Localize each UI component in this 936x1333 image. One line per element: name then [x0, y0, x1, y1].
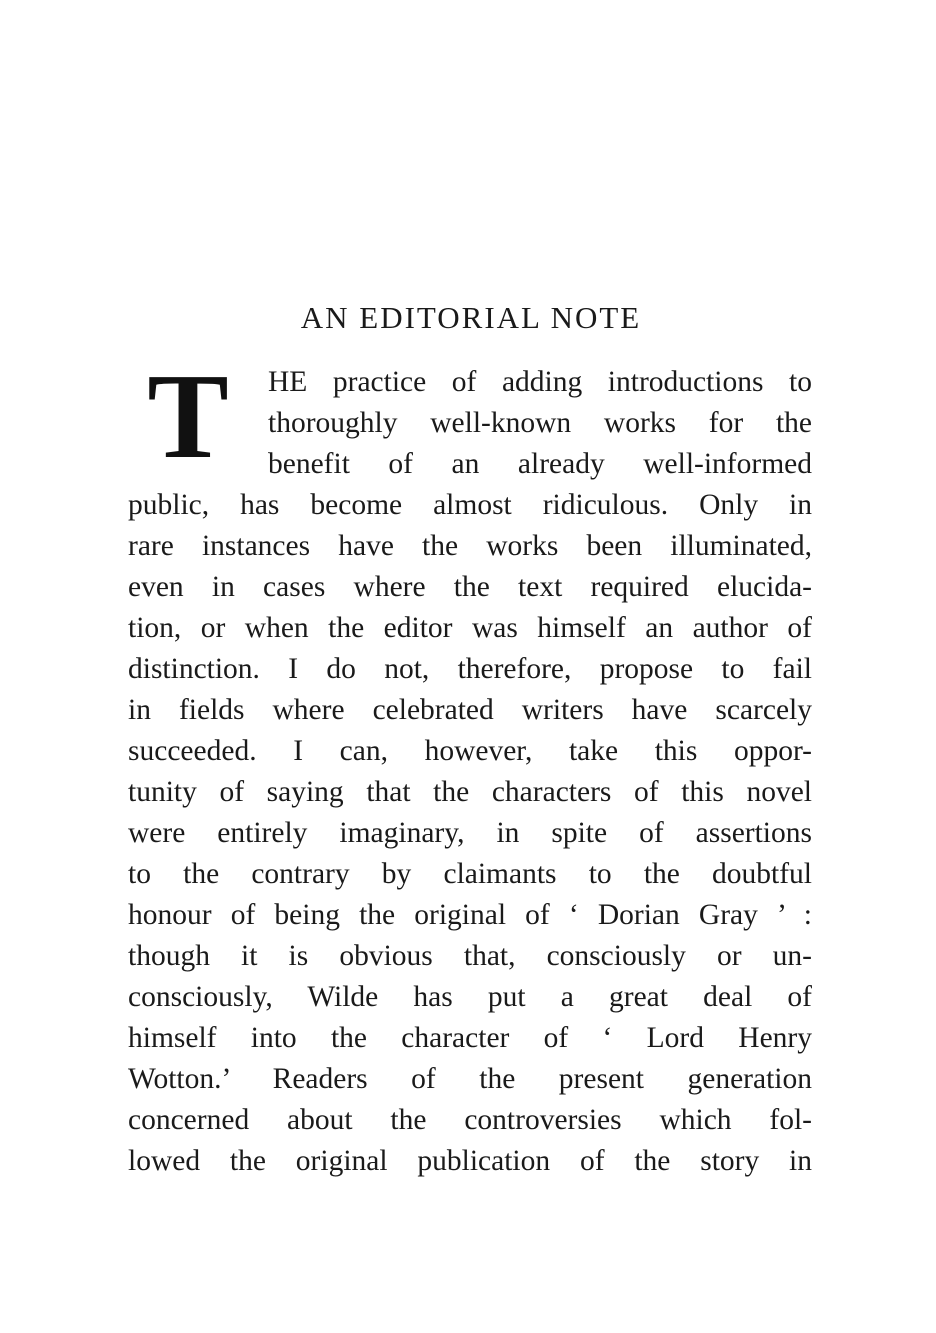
text-line: honour of being the original of ‘ Dorian Gray ’ :	[128, 899, 812, 931]
text-line: distinction. I do not, therefore, propose to fail	[128, 653, 812, 685]
text-line: succeeded. I can, however, take this oppor-	[128, 735, 812, 767]
editorial-note-body	[128, 349, 812, 1182]
text-line: to the contrary by claimants to the doubtful	[128, 858, 812, 890]
text-line: were entirely imaginary, in spite of assertions	[128, 817, 812, 849]
text-line: thoroughly well-known works for the	[268, 407, 812, 439]
page-title: AN EDITORIAL NOTE	[300, 300, 642, 335]
text-line: though it is obvious that, consciously or un-	[128, 940, 812, 972]
text-line: HE practice of adding introductions to	[268, 366, 812, 398]
text-line: public, has become almost ridiculous. Only in	[128, 489, 812, 521]
text-line: consciously, Wilde has put a great deal of	[128, 981, 812, 1013]
text-line: tunity of saying that the characters of this novel	[128, 776, 812, 808]
text-line: Wotton.’ Readers of the present generation	[128, 1063, 812, 1095]
text-line: himself into the character of ‘ Lord Henry	[128, 1022, 812, 1054]
text-line: even in cases where the text required elucida-	[128, 571, 812, 603]
text-line: tion, or when the editor was himself an author of	[128, 612, 812, 644]
text-line: lowed the original publication of the story in	[128, 1145, 812, 1177]
text-line: benefit of an already well-informed	[268, 448, 812, 480]
text-line: rare instances have the works been illuminated,	[128, 530, 812, 562]
drop-cap-initial: T	[147, 349, 229, 484]
text-line: concerned about the controversies which fol-	[128, 1104, 812, 1136]
text-line: in fields where celebrated writers have scarcely	[128, 694, 812, 726]
